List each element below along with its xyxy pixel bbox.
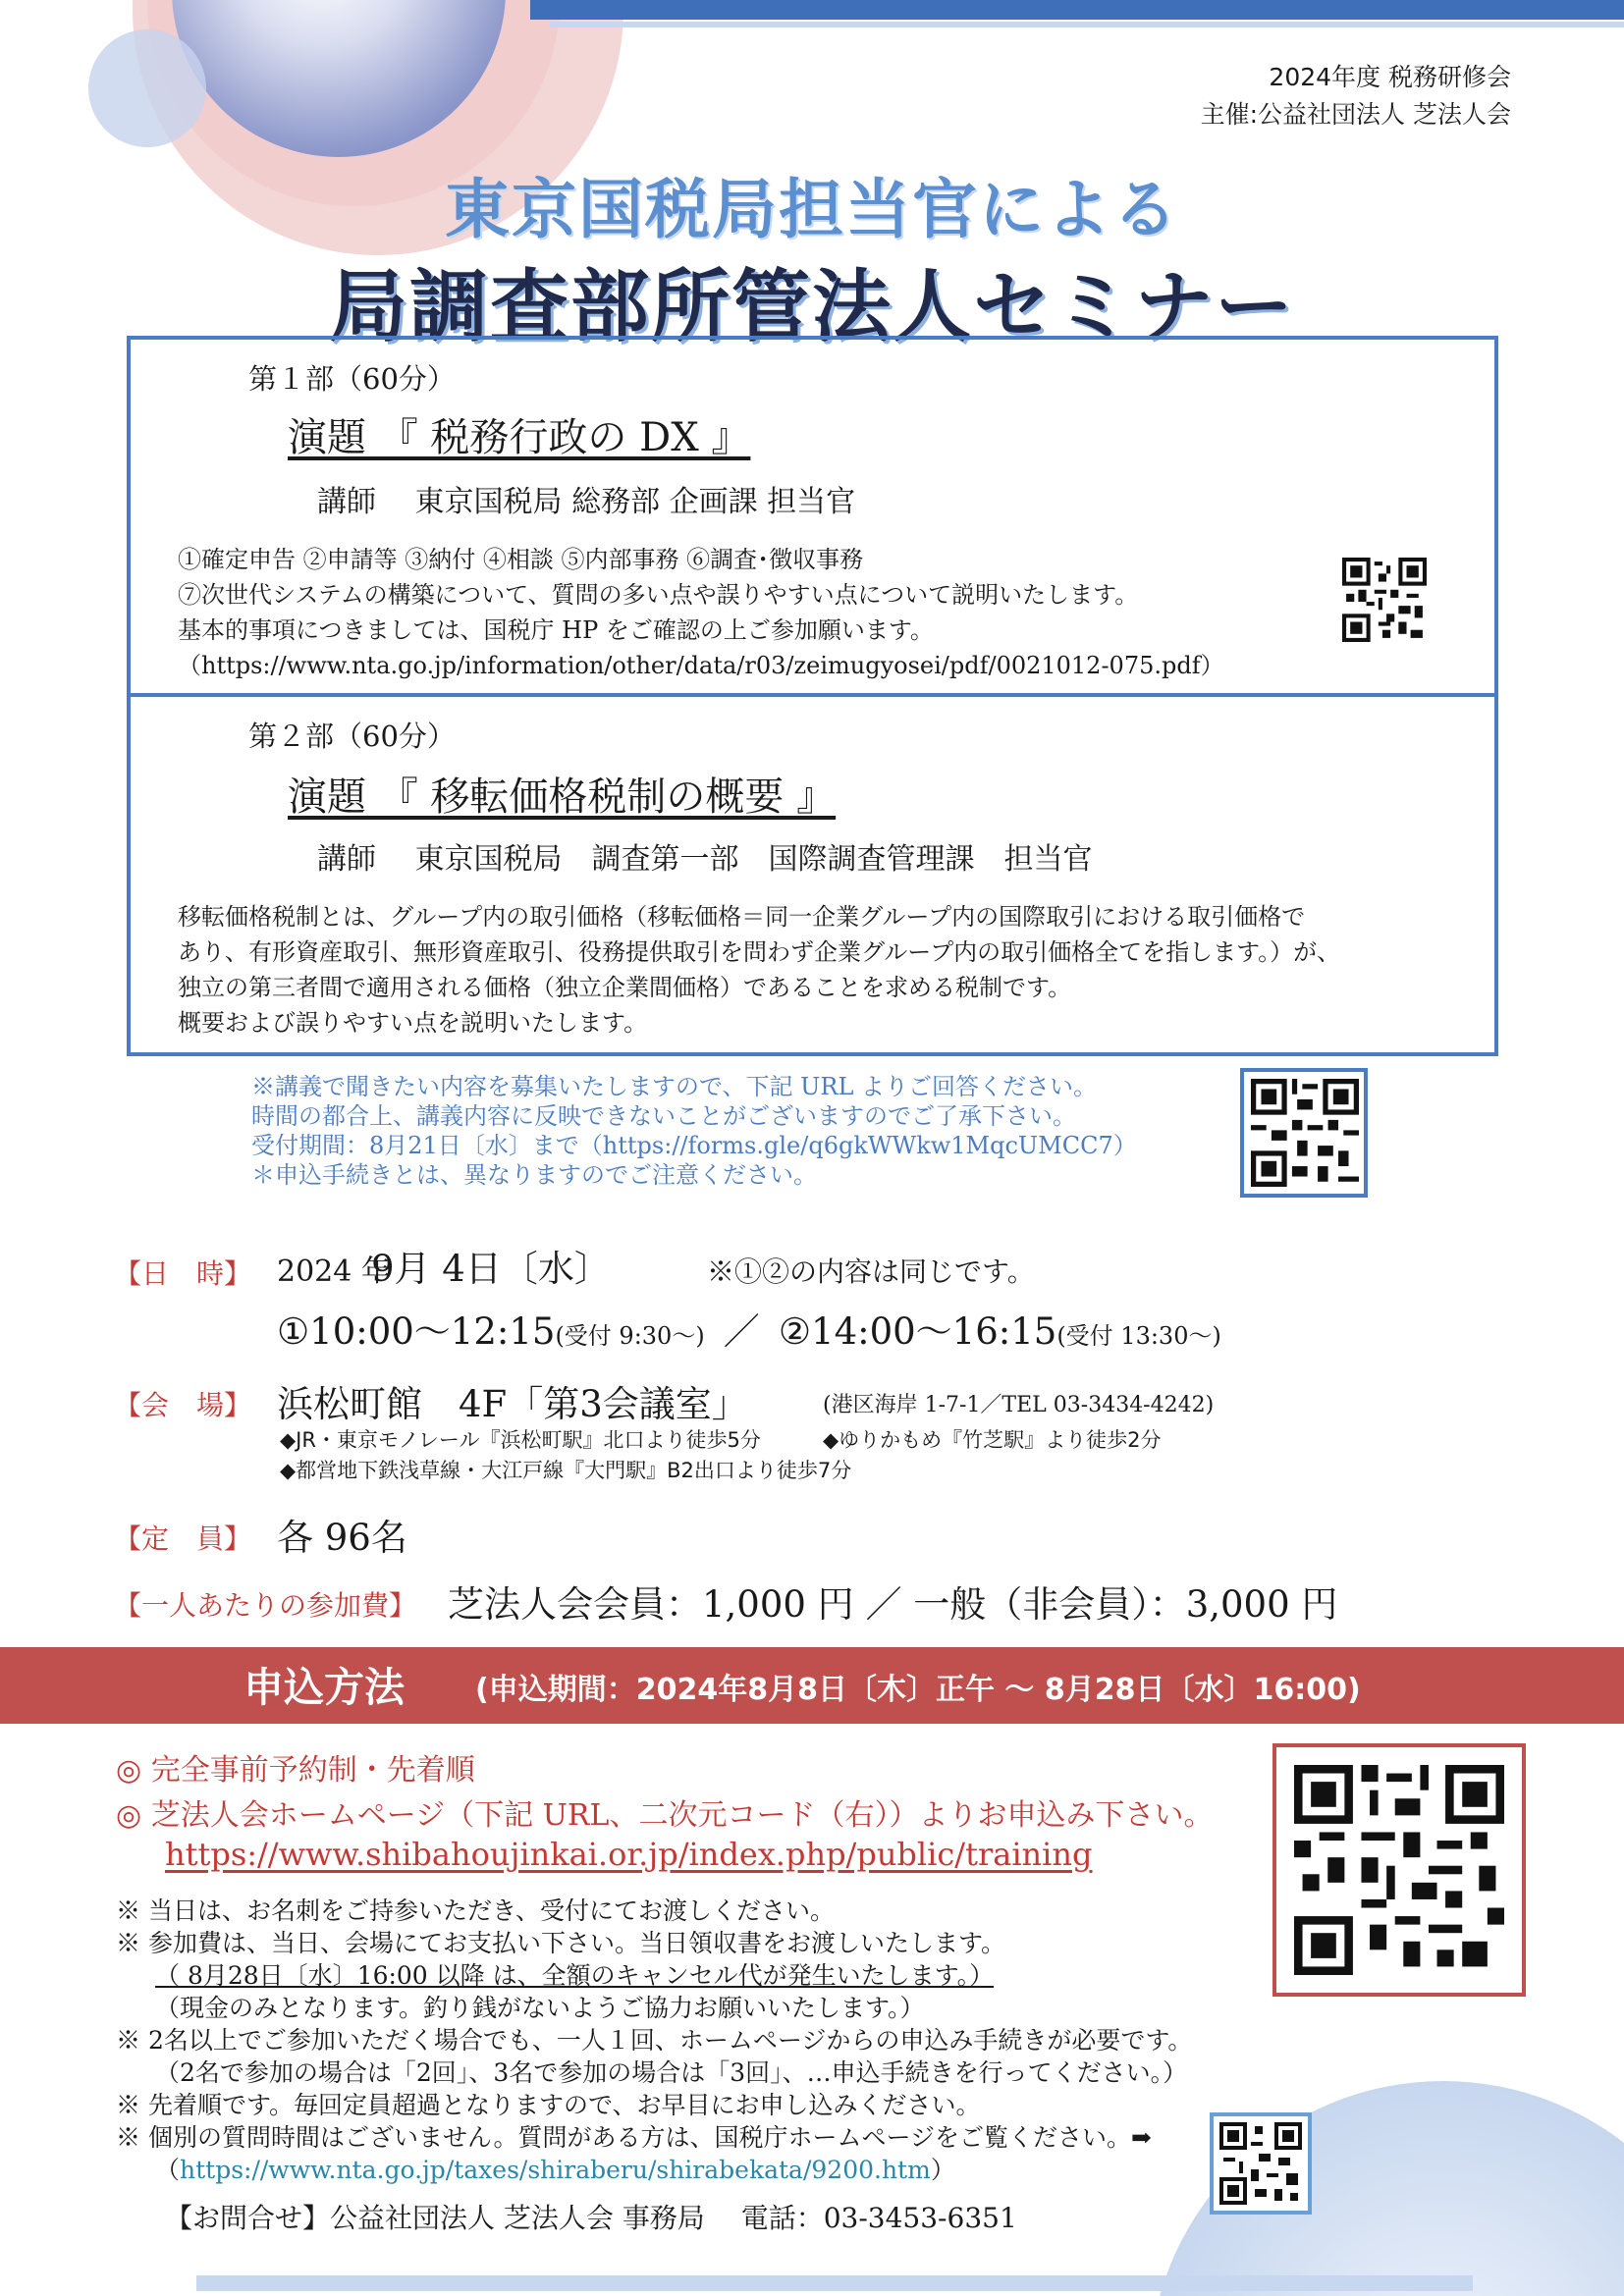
qr-code-icon[interactable] [1342, 558, 1427, 642]
application-period: (申込期間：2024年8月8日〔木〕正午 ～ 8月28日〔水〕16:00) [475, 1673, 1361, 1707]
survey-note [251, 1072, 1137, 1190]
part2-desc-line: 移転価格税制とは、グループ内の取引価格（移転価格＝同一企業グループ内の国際取引における取引価格で [178, 903, 1306, 931]
contact-info: 【お問合せ】公益社団法人 芝法人会 事務局 電話：03-3453-6351 [165, 2202, 1017, 2234]
part1-desc-line: （https://www.nta.go.jp/information/other/data/r03/zeimugyosei/pdf/0021012-075.pdf） [178, 652, 1224, 679]
part1-topic: 演題 『 税務行政の DX 』 [288, 415, 751, 460]
capacity-label: 【定 員】 [114, 1522, 252, 1555]
date-day: 9月 4日〔水〕 [371, 1248, 611, 1290]
part1-heading: 第１部（60分） [248, 362, 456, 396]
part2-box [127, 693, 1498, 1056]
fee-value: 芝法人会会員：1,000 円 ／ 一般（非会員）：3,000 円 [448, 1583, 1338, 1626]
header-info [1201, 59, 1511, 133]
survey-line: 時間の都合上、講義内容に反映できないことがございますのでご了承下さい。 [251, 1102, 1076, 1130]
access-jr: ◆JR・東京モノレール『浜松町駅』北口より徒歩5分 [280, 1428, 761, 1452]
note-item: （2名で参加の場合は「2回」、3名で参加の場合は「3回」、…申込手続きを行ってください。） [155, 2058, 1188, 2087]
note-item: （ 8月28日〔水〕16:00 以降 は、全額のキャンセル代が発生いたします。） [155, 1961, 995, 1990]
capacity-value: 各 96名 [277, 1517, 407, 1559]
part2-desc-line: 独立の第三者間で適用される価格（独立企業間価格）であることを求める税制です。 [178, 974, 1072, 1001]
homepage-note: ◎ 芝法人会ホームページ（下記 URL、二次元コード（右））よりお申込み下さい。 [116, 1798, 1214, 1833]
note-item: ※ 参加費は、当日、会場にてお支払い下さい。当日領収書をお渡しいたします。 [116, 1929, 1005, 1957]
date-note: ※①②の内容は同じです。 [707, 1255, 1035, 1288]
part2-desc-line: 概要および誤りやすい点を説明いたします。 [178, 1009, 648, 1037]
part2-lecturer: 講師 東京国税局 調査第一部 国際調査管理課 担当官 [317, 842, 1093, 877]
qr-code-icon[interactable] [1272, 1743, 1526, 1997]
time-slot-2-note: (受付 13:30～) [1056, 1322, 1221, 1350]
date-year: 2024 年 [277, 1255, 391, 1289]
notes-list [116, 1895, 1192, 2186]
survey-line[interactable]: 受付期間：8月21日〔水〕まで（https://forms.gle/q6gkWWkw1MqcUMCC7） [251, 1132, 1137, 1159]
note-item: ※ 先着順です。毎回定員超過となりますので、お早目にお申し込みください。 [116, 2091, 981, 2119]
part1-desc-line: ①確定申告 ②申請等 ③納付 ④相談 ⑤内部事務 ⑥調査･徴収事務 [178, 546, 864, 573]
note-item: ※ 当日は、お名刺をご持参いただき、受付にてお渡しください。 [116, 1896, 835, 1925]
time-slots [277, 1302, 1221, 1355]
application-link[interactable]: https://www.shibahoujinkai.or.jp/index.php/public/training [165, 1836, 1093, 1873]
venue-name: 浜松町館 4F「第3会議室」 [277, 1383, 748, 1425]
application-band [0, 1647, 1624, 1724]
part1-lecturer: 講師 東京国税局 総務部 企画課 担当官 [317, 485, 856, 519]
time-separator: ／ [723, 1310, 760, 1353]
access-yurikamome: ◆ゆりかもめ『竹芝駅』より徒歩2分 [823, 1428, 1162, 1452]
venue-label: 【会 場】 [114, 1389, 252, 1421]
survey-line: ※講義で聞きたい内容を募集いたしますので、下記 URL よりご回答ください。 [251, 1073, 1098, 1100]
title-line-1: 東京国税局担当官による [445, 172, 1179, 247]
time-slot-1: ①10:00～12:15 [277, 1310, 556, 1353]
qr-code-icon[interactable] [1210, 2112, 1312, 2215]
page-title: 局調査部所管法人セミナー [329, 261, 1295, 352]
fee-label: 【一人あたりの参加費】 [114, 1589, 417, 1622]
note-item: ※ 個別の質問時間はございません。質問がある方は、国税庁ホームページをご覧ください。➡ [116, 2123, 1152, 2152]
venue-address: (港区海岸 1-7-1／TEL 03-3434-4242) [823, 1393, 1215, 1417]
part2-heading: 第２部（60分） [248, 720, 456, 753]
part1-box [127, 336, 1498, 697]
part1-desc-line: ⑦次世代システムの構築について、質問の多い点や誤りやすい点について説明いたします。 [178, 581, 1139, 609]
nta-link-line: （https://www.nta.go.jp/taxes/shiraberu/shirabekata/9200.htm） [155, 2156, 955, 2184]
event-year: 2024年度 税務研修会 [1269, 63, 1511, 91]
nta-link[interactable]: https://www.nta.go.jp/taxes/shiraberu/shirabekata/9200.htm [180, 2156, 931, 2184]
part1-desc-line: 基本的事項につきましては、国税庁 HP をご確認の上ご参加願います。 [178, 616, 934, 644]
application-title: 申込方法 [244, 1664, 405, 1711]
reservation-note: ◎ 完全事前予約制・先着順 [116, 1753, 475, 1788]
part1-description [178, 542, 1224, 683]
note-item: （現金のみとなります。釣り銭がないようご協力お願いいたします。） [155, 1994, 925, 2022]
date-label: 【日 時】 [114, 1257, 252, 1290]
survey-line: ＊申込手続きとは、異なりますのでご注意ください。 [251, 1161, 817, 1189]
part2-desc-line: あり、有形資産取引、無形資産取引、役務提供取引を問わず企業グループ内の取引価格全てを指します。）が、 [178, 938, 1341, 966]
part2-description [178, 899, 1340, 1041]
qr-code-icon[interactable] [1240, 1068, 1368, 1198]
part2-topic: 演題 『 移転価格税制の概要 』 [288, 774, 837, 820]
access-subway: ◆都営地下鉄浅草線・大江戸線『大門駅』B2出口より徒歩7分 [280, 1459, 852, 1482]
time-slot-2: ②14:00～16:15 [778, 1310, 1057, 1353]
time-slot-1-note: (受付 9:30～) [555, 1322, 705, 1350]
note-item: ※ 2名以上でご参加いただく場合でも、一人１回、ホームページからの申込み手続きが必要です。 [116, 2026, 1193, 2055]
organizer: 主催:公益社団法人 芝法人会 [1200, 100, 1511, 129]
